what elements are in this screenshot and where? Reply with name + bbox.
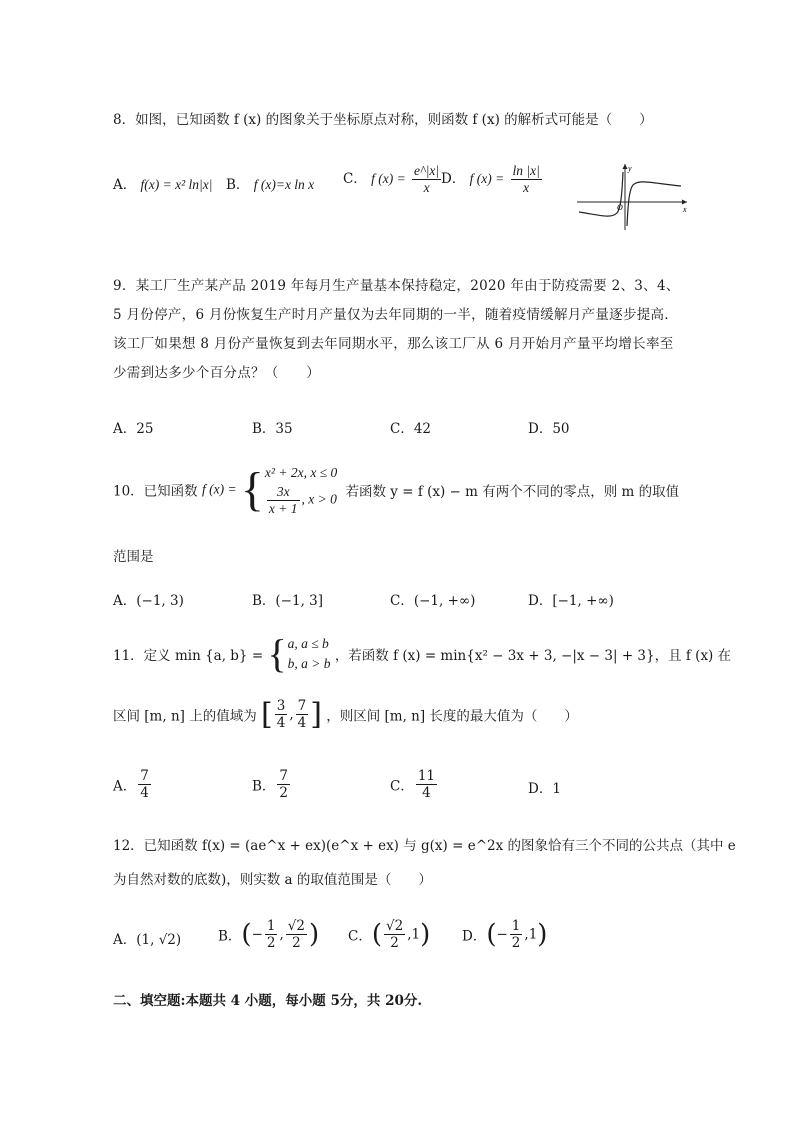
q8-stem: 8．如图，已知函数 f (x) 的图象关于坐标原点对称，则函数 f (x) 的解析式可能是（ ） (113, 112, 653, 128)
q10-option-b: B．(−1, 3] (252, 593, 324, 609)
q8-option-b: B． f (x)=x ln x (226, 177, 315, 193)
section-fill-in-heading: 二、填空题:本题共 4 小题，每小题 5分，共 20分. (113, 993, 423, 1009)
q10-stem: 10．已知函数 f (x) = { x² + 2x, x ≤ 0 $\frac{3x}{x + 1}$ , x > 0 若函数 y = f (x) − m 有两个不同的零点，则 m 的取值 (113, 462, 680, 516)
q11-min-definition: { a, a ≤ b b, a > b (267, 631, 331, 676)
q12-stem-cont: 为自然对数的底数)，则实数 a 的取值范围是（ ） (113, 872, 432, 888)
q12-option-d: D．(− $\frac{1}{2}$ ,1) (462, 918, 548, 951)
graph-x-arrow (682, 200, 687, 205)
q11-option-a: A． $\frac{7}{4}$ (113, 768, 149, 801)
q9-option-a: A．25 (113, 421, 154, 437)
q10-option-d: D．[−1, +∞) (528, 593, 614, 609)
q10-piecewise: { x² + 2x, x ≤ 0 $\frac{3x}{x + 1}$ , x > 0 (240, 462, 338, 516)
q10-option-a: A．(−1, 3) (113, 593, 184, 609)
q11-option-c: C． $\frac{11}{4}$ (390, 768, 436, 801)
q9-option-d: D．50 (528, 421, 570, 437)
q10-option-c: C．(−1, +∞) (390, 593, 476, 609)
q9-stem: 9．某工厂生产某产品 2019 年每月生产量基本保持稳定，2020 年由于防疫需要 2、3、4、5 月份停产，6 月份恢复生产时月产量仅为去年同期的一半，随着疫情缓解月产量逐步提高．该工厂如果想 8 月份产量恢复到去年同期水平，那么该工厂从 6 月开始月产量平均增长率至少需到达多少个百分点？（ ） (113, 278, 680, 381)
q12-option-b: B．(− $\frac{1}{2}$ , $\frac{√2}{2}$ ) (218, 918, 320, 951)
graph-curve-right (627, 182, 681, 226)
q8-option-a: A． f(x) = x² ln|x| (113, 177, 213, 193)
q11-stem-cont: 区间 [m, n] 上的值域为 [ $\frac{3}{4}$ , $\frac{7}{4}$ ] ，则区间 [m, n] 长度的最大值为（ ） (113, 697, 578, 732)
graph-origin-label: O (617, 203, 623, 212)
q11-stem: 11．定义 min {a, b} = { a, a ≤ b b, a > b ，若函数 f (x) = min{x² − 3x + 3, −|x − 3| + 3}，且 f (x) 在 (113, 631, 732, 676)
q8-option-c: C． f (x) = $\frac{e\^{}|x|}{x}$ (343, 163, 440, 195)
q9-option-c: C．42 (390, 421, 432, 437)
q10-stem-cont: 范围是 (113, 549, 154, 565)
q8-option-d: D． f (x) = $\frac{\ln |x|}{x}$ (441, 163, 540, 195)
q12-stem: 12．已知函数 f(x) = (ae^x + ex)(e^x + ex) 与 g(x) = e^2x 的图象恰有三个不同的公共点（其中 e (113, 838, 736, 854)
graph-y-label: y (628, 164, 632, 173)
graph-y-arrow (623, 164, 628, 169)
q11-option-b: B． $\frac{7}{2}$ (252, 768, 289, 801)
q12-option-c: C．( $\frac{√2}{2}$ ,1) (348, 918, 431, 951)
q9-option-b: B．35 (252, 421, 293, 437)
q8-function-graph (575, 160, 690, 232)
graph-x-label: x (683, 205, 687, 214)
q12-option-a: A．(1, √2) (113, 932, 182, 948)
q11-option-d: D．1 (528, 781, 561, 797)
